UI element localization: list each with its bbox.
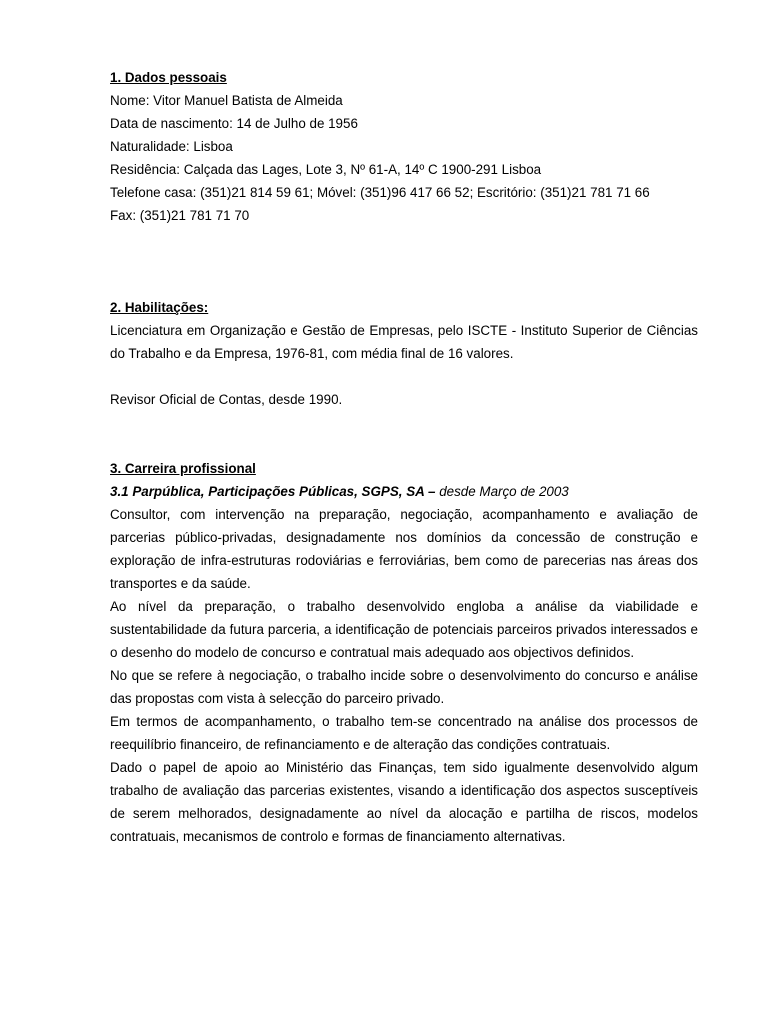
career-period: desde Março de 2003	[439, 484, 569, 499]
qualification-auditor: Revisor Oficial de Contas, desde 1990.	[110, 392, 343, 407]
document-page	[110, 66, 698, 848]
section-heading-qualifications: 2. Habilitações:	[110, 300, 209, 315]
career-subheading-parpublica	[110, 480, 698, 503]
qualification-degree: Licenciatura em Organização e Gestão de Empresas, pelo ISCTE - Instituto Superior de Ciências do Trabalho e da Empresa, 1976-81, com média final de 16 valores.	[110, 323, 698, 361]
section-heading-career: 3. Carreira profissional	[110, 461, 256, 476]
personal-phones: Telefone casa: (351)21 814 59 61; Móvel: (351)96 417 66 52; Escritório: (351)21 781 71 66	[110, 185, 650, 200]
personal-name: Nome: Vitor Manuel Batista de Almeida	[110, 93, 343, 108]
career-paragraph: Dado o papel de apoio ao Ministério das Finanças, tem sido igualmente desenvolvido algum trabalho de avaliação das parcerias existentes, visando a identificação dos aspectos susceptíveis de serem melhorados, designadamente ao nível da alocação e partilha de riscos, modelos contratuais, mecanismos de controlo e formas de financiamento alternativas.	[110, 760, 698, 844]
personal-fax: Fax: (351)21 781 71 70	[110, 208, 250, 223]
career-company: 3.1 Parpública, Participações Públicas, SGPS, SA –	[110, 484, 436, 499]
personal-birth-date: Data de nascimento: 14 de Julho de 1956	[110, 116, 358, 131]
section-heading-personal-data: 1. Dados pessoais	[110, 70, 227, 85]
personal-birthplace: Naturalidade: Lisboa	[110, 139, 233, 154]
career-paragraph: Consultor, com intervenção na preparação, negociação, acompanhamento e avaliação de parcerias público-privadas, designadamente nos domínios da concessão de construção e exploração de infra-estruturas rodoviárias e ferroviárias, bem como de parecerias nas áreas dos transportes e da saúde.	[110, 507, 698, 591]
career-paragraph: Ao nível da preparação, o trabalho desenvolvido engloba a análise da viabilidade e sustentabilidade da futura parceria, a identificação de potenciais parceiros privados interessados e o desenho do modelo de concurso e contratual mais adequado aos objectivos definidos.	[110, 599, 698, 660]
career-paragraph: No que se refere à negociação, o trabalho incide sobre o desenvolvimento do concurso e análise das propostas com vista à selecção do parceiro privado.	[110, 668, 698, 706]
career-paragraph: Em termos de acompanhamento, o trabalho tem-se concentrado na análise dos processos de reequilíbrio financeiro, de refinanciamento e de alteração das condições contratuais.	[110, 714, 698, 752]
personal-residence: Residência: Calçada das Lages, Lote 3, Nº 61-A, 14º C 1900-291 Lisboa	[110, 162, 542, 177]
